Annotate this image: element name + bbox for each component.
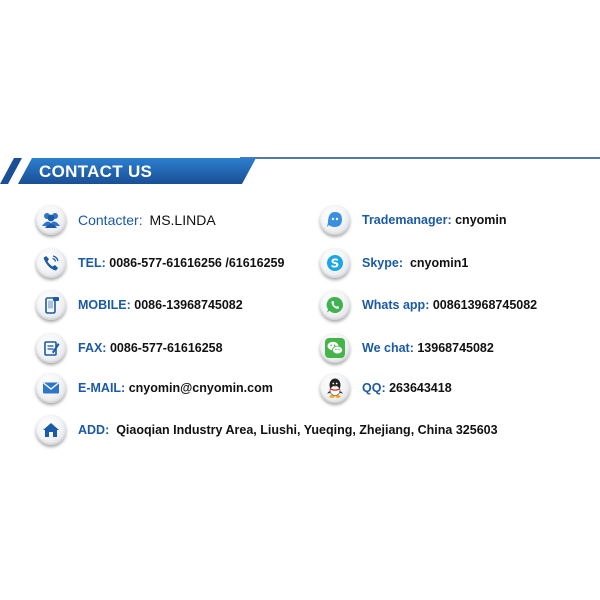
fax-icon bbox=[36, 333, 66, 363]
address-value: Qiaoqian Industry Area, Liushi, Yueqing, Zhejiang, China 325603 bbox=[116, 423, 498, 437]
skype-label: Skype: bbox=[362, 256, 403, 270]
svg-text:S: S bbox=[330, 256, 340, 271]
contact-row-email bbox=[36, 371, 273, 405]
users-icon bbox=[36, 205, 66, 235]
contact-row-address bbox=[36, 413, 498, 447]
contact-row-trademanager bbox=[320, 203, 507, 237]
email-value: cnyomin@cnyomin.com bbox=[128, 381, 273, 395]
trademanager-icon bbox=[320, 205, 350, 235]
trademanager-value: cnyomin bbox=[455, 213, 507, 227]
whatsapp-icon bbox=[320, 290, 350, 320]
qq-value: 263643418 bbox=[389, 381, 452, 395]
tel-value: 0086-577-61616256 /61616259 bbox=[109, 256, 285, 270]
home-icon bbox=[36, 415, 66, 445]
mobile-label: MOBILE: bbox=[78, 298, 131, 312]
fax-value: 0086-577-61616258 bbox=[109, 341, 223, 355]
wechat-icon bbox=[320, 333, 350, 363]
page-title: CONTACT US bbox=[39, 162, 153, 181]
tel-label: TEL: bbox=[78, 256, 106, 270]
skype-icon bbox=[320, 248, 350, 278]
skype-value: cnyomin1 bbox=[409, 256, 469, 270]
contact-row-qq bbox=[320, 371, 452, 405]
contacter-label: Contacter: bbox=[78, 212, 143, 228]
qq-label: QQ: bbox=[362, 381, 386, 395]
contact-row-contacter bbox=[36, 203, 216, 237]
address-label: ADD: bbox=[78, 423, 110, 437]
mobile-value: 0086-13968745082 bbox=[134, 298, 243, 312]
wechat-label: We chat: bbox=[362, 341, 414, 355]
qq-icon bbox=[320, 373, 350, 403]
contact-row-wechat bbox=[320, 331, 494, 365]
whatsapp-value: 008613968745082 bbox=[432, 298, 538, 312]
fax-label: FAX: bbox=[78, 341, 107, 355]
mail-icon bbox=[36, 373, 66, 403]
contact-row-skype bbox=[320, 246, 468, 280]
contact-row-whatsapp bbox=[320, 288, 537, 322]
email-label: E-MAIL: bbox=[78, 381, 126, 395]
contacter-value: MS.LINDA bbox=[149, 212, 216, 228]
trademanager-label: Trademanager: bbox=[362, 213, 452, 227]
contact-row-fax bbox=[36, 331, 223, 365]
phone-icon bbox=[36, 248, 66, 278]
contact-row-tel bbox=[36, 246, 284, 280]
mobile-icon bbox=[36, 290, 66, 320]
whatsapp-label: Whats app: bbox=[362, 298, 430, 312]
contact-row-mobile bbox=[36, 288, 243, 322]
wechat-value: 13968745082 bbox=[417, 341, 494, 355]
